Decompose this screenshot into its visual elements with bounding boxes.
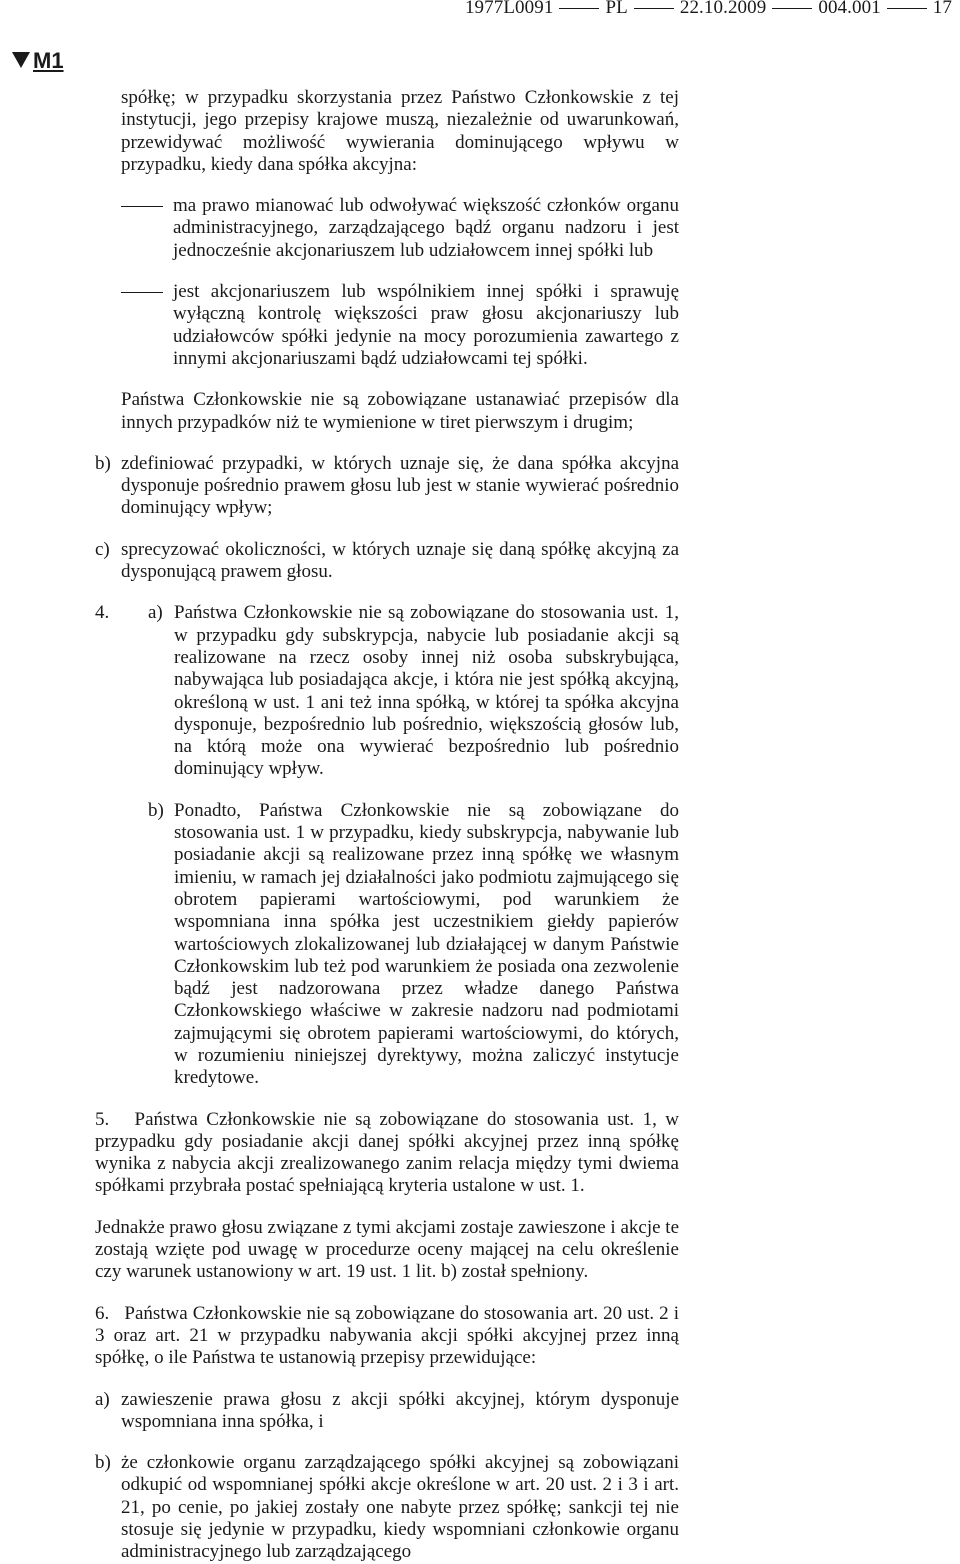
header-lang: PL xyxy=(605,0,628,18)
amendment-label: M1 xyxy=(33,48,64,73)
section-4-item-b-text: Ponadto, Państwa Członkowskie nie są zobowiązane do stosowania ust. 1 w przypadku, kiedy subskrypcja, nabywanie lub posiadanie akcji są realizowane przez inną spółkę we własnym imieniu, w ramach jej działalności jako podmiotu zajmującego się obrotem papierami wartościowymi, pod warunkiem że wspomniana inna spółka jest uczestnikiem giełdy papierów wartościowych zlokalizowanej lub działającej w danym Państwie Członkowskim lub też pod warunkiem że posiada ona zezwolenie bądź jest nadzorowana przez władze danego Państwa Członkowskiego właściwe w zakresie nadzoru nad podmiotami zajmującymi się obrotem papierami wartościowymi, do których, w rozumieniu niniejszej dyrektywy, można zaliczyć instytucje kredytowe. xyxy=(174,799,679,1089)
item-b-label: b) xyxy=(95,452,111,474)
dash-icon xyxy=(121,206,163,207)
section-4-item-b xyxy=(95,800,679,1090)
item-b xyxy=(95,453,679,520)
section-5-continuation: Jednakże prawo głosu związane z tymi akcjami zostaje zawieszone i akcje te zostają wzięte pod uwagę w procedurze oceny mającej na celu określenie czy warunek ustanowiony w art. 19 ust. 1 lit. b) został spełniony. xyxy=(95,1216,679,1283)
header-date: 22.10.2009 xyxy=(679,0,767,18)
section-6-item-b-label: b) xyxy=(95,1452,111,1474)
dash-item-2 xyxy=(121,281,679,370)
item-c-label: c) xyxy=(95,538,110,560)
dash-item-2-text: jest akcjonariuszem lub wspólnikiem innej spółki i sprawuję wyłączną kontrolę większości praw głosu akcjonariuszy lub udziałowców spółki jedynie na mocy porozumienia zawartego z innymi akcjonariuszami bądź udziałowcami tej spółki. xyxy=(173,281,679,369)
section-4-number: 4. xyxy=(95,602,110,624)
item-c-text: sprecyzować okoliczności, w których uznaje się daną spółkę akcyjną za dysponującą prawem głosu. xyxy=(121,538,679,583)
section-6-item-b-text: że członkowie organu zarządzającego spółki akcyjnej są zobowiązani odkupić od wspomnianej spółki akcje określone w art. 20 ust. 2 i 3 i art. 21, po cenie, po jakiej zostały one nabyte przez spółkę; sankcji tej nie stosuje się jedynie w przypadku, kiedy wspomniani członkowie organu administracyjnego lub zarządzającego xyxy=(121,1452,679,1563)
page-header xyxy=(465,0,952,19)
document-body xyxy=(95,87,684,1564)
dash-item-1-text: ma prawo mianować lub odwoływać większość członków organu administracyjnego, zarządzającego bądź organu nadzoru i jest jednocześnie akcjonariuszem lub udziałowcem innej spółki lub xyxy=(173,195,679,261)
section-4-item-a-text: Państwa Członkowskie nie są zobowiązane do stosowania ust. 1, w przypadku gdy subskrypcja, nabycie lub posiadanie akcji są realizowane na rzecz osoby innej niż osoba subskrybująca, nabywająca lub posiadająca akcje, i która nie jest spółką akcyjną, określoną w ust. 1 ani też inna spółką, w której ta spółka akcyjna dysponuje, bezpośrednio lub pośrednio, większością głosów lub, na którą może ona wywierać bezpośrednio lub pośrednio dominujący wpływ. xyxy=(174,602,679,780)
item-b-text: zdefiniować przypadki, w których uznaje się, że dana spółka akcyjna dysponuje pośrednio prawem głosu lub jest w stanie wywierać pośrednio dominujący wpływ; xyxy=(121,452,679,519)
header-separator xyxy=(887,8,927,9)
triangle-down-icon xyxy=(12,52,30,68)
section-6-item-a-label: a) xyxy=(95,1388,110,1410)
section-6-paragraph: 6. Państwa Członkowskie nie są zobowiązane do stosowania art. 20 ust. 2 i 3 oraz art. 21 w przypadku nabywania akcji spółki akcyjnej przez inną spółkę, o ile Państwa te ustanowią przepisy przewidujące: xyxy=(95,1302,684,1369)
section-5-paragraph: 5. Państwa Członkowskie nie są zobowiązane do stosowania ust. 1, w przypadku gdy posiadanie akcji danej spółki akcyjnej przez inną spółkę wynika z nabycia akcji zrealizowanego zanim relacja między tymi dwiema spółkami przybrała postać spełniającą kryteria ustalone w ust. 1. xyxy=(95,1108,684,1197)
header-separator xyxy=(772,8,812,9)
amendment-marker xyxy=(12,48,64,74)
header-separator xyxy=(634,8,674,9)
section-6-item-b xyxy=(95,1452,679,1563)
paragraph-member-states: Państwa Członkowskie nie są zobowiązane ustanawiać przepisów dla innych przypadków niż te wymienione w tiret pierwszym i drugim; xyxy=(121,389,679,433)
item-c xyxy=(95,539,679,584)
dash-icon xyxy=(121,292,163,293)
section-6-item-a-text: zawieszenie prawa głosu z akcji spółki akcyjnej, którym dysponuje wspomniana inna spółka, i xyxy=(121,1388,679,1432)
paragraph-intro: spółkę; w przypadku skorzystania przez Państwo Członkowskie z tej instytucji, jego przepisy krajowe muszą, niezależnie od uwarunkowań, przewidywać możliwość wywierania dominującego wpływu w przypadku, kiedy dana spółka akcyjna: xyxy=(121,87,679,175)
section-6-item-a xyxy=(95,1389,679,1434)
section-4-item-a-label: a) xyxy=(148,602,163,624)
header-version: 004.001 xyxy=(818,0,881,18)
section-4-item-a xyxy=(95,602,679,780)
dash-item-1 xyxy=(121,195,679,262)
header-doc-id: 1977L0091 xyxy=(464,0,554,18)
header-page-number: 17 xyxy=(932,0,952,18)
header-separator xyxy=(559,8,599,9)
section-4-item-b-label: b) xyxy=(148,799,164,821)
